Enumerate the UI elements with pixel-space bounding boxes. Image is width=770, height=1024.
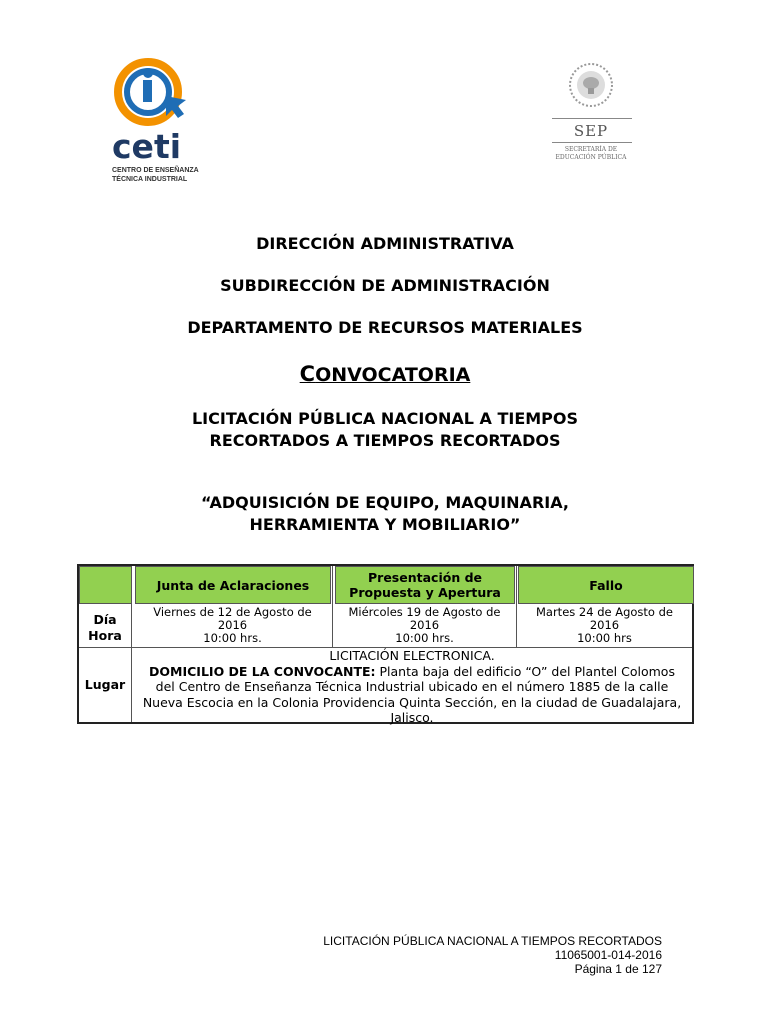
row-label-dia-hora [79, 612, 131, 644]
objeto-line-1: “ADQUISICIÓN DE EQUIPO, MAQUINARIA, [201, 493, 569, 512]
junta-time: 10:00 hrs. [203, 631, 262, 645]
sep-subtitle [548, 146, 634, 162]
heading-direccion: DIRECCIÓN ADMINISTRATIVA [256, 234, 514, 253]
row-label-hora: Hora [88, 628, 122, 643]
schedule-table [77, 564, 694, 724]
sep-wordmark: SEP [573, 122, 609, 140]
lugar-address-line-2: del Centro de Enseñanza Técnica Industrial ubicado en el número 1885 de la calle [155, 679, 669, 694]
lugar-domicilio-line [132, 664, 692, 680]
fallo-time: 10:00 hrs [577, 631, 632, 645]
convocatoria-rest: ONVOCATORIA [315, 364, 471, 386]
junta-schedule-cell [133, 606, 332, 645]
ceti-subtitle [112, 166, 222, 184]
pres-date-line-1: Miércoles 19 de Agosto de [348, 605, 501, 619]
ceti-wordmark: ceti [112, 127, 182, 166]
fallo-schedule-cell [517, 606, 692, 645]
sep-sub-line-2: EDUCACIÓN PÚBLICA [555, 154, 627, 161]
page-footer [323, 934, 662, 976]
footer-title: LICITACIÓN PÚBLICA NACIONAL A TIEMPOS RECORTADOS [323, 934, 662, 948]
lugar-licitacion-electronica: LICITACIÓN ELECTRONICA. [329, 648, 495, 663]
header-fallo: Fallo [518, 566, 694, 604]
fallo-date-line-2: 2016 [589, 618, 620, 632]
objeto-line-2: HERRAMIENTA Y MOBILIARIO” [249, 515, 521, 534]
header-presentacion-line-1: Presentación de [368, 570, 482, 585]
lugar-cell [132, 648, 692, 726]
sep-divider-bottom [552, 142, 632, 143]
heading-objeto [0, 492, 770, 536]
lugar-domicilio-text: Planta baja del edificio “O” del Plantel Colomos [375, 663, 675, 679]
table-corner-cell [79, 566, 132, 604]
sep-divider-top [552, 118, 632, 119]
convocatoria-initial: C [299, 362, 316, 386]
licitacion-line-2: RECORTADOS A TIEMPOS RECORTADOS [209, 431, 561, 450]
sep-sub-line-1: SECRETARÍA DE [564, 146, 618, 153]
lugar-domicilio-label: DOMICILIO DE LA CONVOCANTE: [149, 663, 376, 679]
heading-subdireccion: SUBDIRECCIÓN DE ADMINISTRACIÓN [220, 276, 550, 295]
junta-date-line-2: 2016 [217, 618, 248, 632]
header-presentacion-line-2: Propuesta y Apertura [349, 585, 501, 600]
row-label-dia: Día [93, 612, 117, 627]
header-junta: Junta de Aclaraciones [135, 566, 331, 604]
licitacion-line-1: LICITACIÓN PÚBLICA NACIONAL A TIEMPOS [191, 409, 579, 428]
header-presentacion [335, 566, 515, 604]
heading-convocatoria [0, 362, 770, 386]
pres-date-line-2: 2016 [409, 618, 440, 632]
heading-departamento: DEPARTAMENTO DE RECURSOS MATERIALES [187, 318, 583, 337]
ceti-sub-line-2: TÉCNICA INDUSTRIAL [112, 176, 188, 183]
ceti-sub-line-1: CENTRO DE ENSEÑANZA [112, 167, 199, 174]
junta-date-line-1: Viernes de 12 de Agosto de [153, 605, 312, 619]
mexico-seal-icon [568, 62, 614, 108]
footer-page-number: Página 1 de 127 [574, 962, 662, 976]
lugar-address-line-3: Nueva Escocia en la Colonia Providencia Quinta Sección, en la ciudad de Guadalajara, [142, 694, 682, 710]
heading-licitacion [0, 408, 770, 452]
footer-reference: 11065001-014-2016 [554, 948, 662, 962]
pres-time: 10:00 hrs. [395, 631, 454, 645]
fallo-date-line-1: Martes 24 de Agosto de [535, 605, 674, 619]
row-label-lugar: Lugar [84, 677, 126, 692]
presentacion-schedule-cell [333, 606, 516, 645]
lugar-address-line-4: Jalisco. [390, 710, 434, 725]
